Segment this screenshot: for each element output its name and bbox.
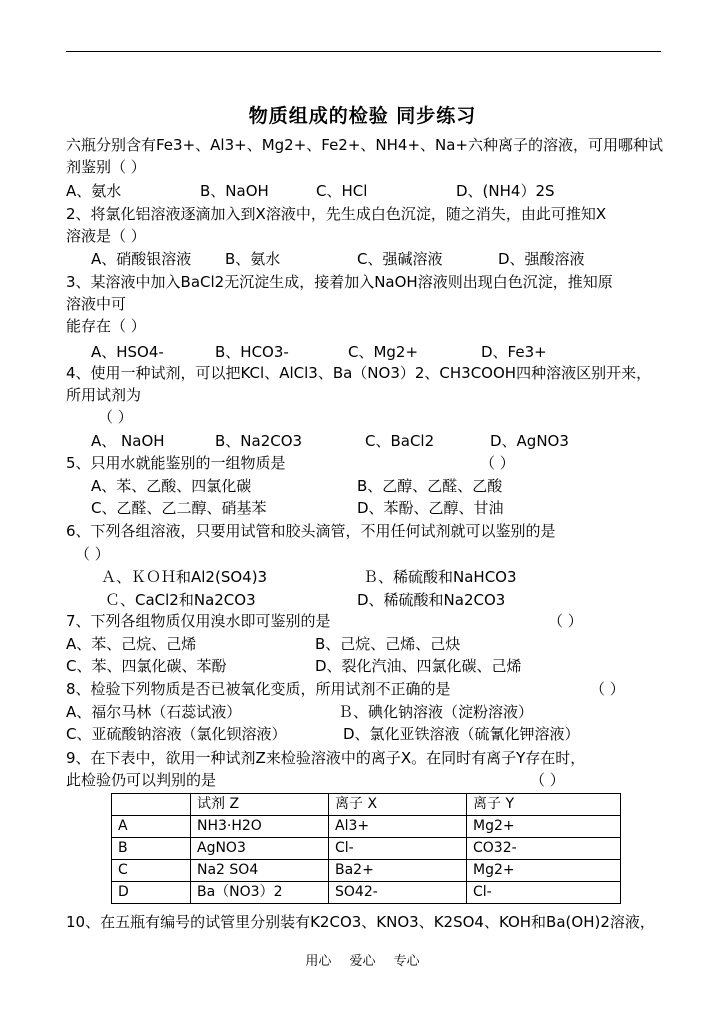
- q1-option-c: C、HCl: [316, 182, 368, 200]
- table-header-cell: [112, 794, 191, 816]
- q9-answer-paren: （ ）: [530, 771, 565, 789]
- q6-stem-line2: （ ）: [75, 545, 110, 563]
- q5-stem-line1: 5、只用水就能鉴别的一组物质是: [66, 454, 286, 472]
- table-row: [112, 816, 621, 838]
- q4-option-d: D、AgNO3: [490, 432, 569, 450]
- q1-stem-line1: 六瓶分别含有Fe3+、Al3+、Mg2+、Fe2+、NH4+、Na+六种离子的溶液，可用哪种试: [66, 136, 664, 154]
- q6-option-c: Ｃ、CaCl2和Na2CO3: [105, 591, 256, 609]
- q5-option-a: A、苯、乙酸、四氯化碳: [91, 477, 252, 495]
- table-cell: NH3·H2O: [191, 816, 329, 838]
- q8-stem-line1: 8、检验下列物质是否已被氧化变质，所用试剂不正确的是: [66, 680, 451, 698]
- q3-stem-line2: 溶液中可: [66, 295, 127, 313]
- header-rule: [66, 51, 661, 52]
- q4-option-a: A、 NaOH: [91, 432, 165, 450]
- q7-option-b: B、己烷、己烯、己炔: [315, 635, 461, 653]
- page-title: 物质组成的检验 同步练习: [248, 105, 477, 127]
- q4-option-c: C、BaCl2: [365, 432, 435, 450]
- q6-option-d: D、稀硫酸和Na2CO3: [357, 591, 506, 609]
- q8-option-d: D、氯化亚铁溶液（硫氰化钾溶液）: [343, 725, 580, 743]
- table-cell: D: [112, 882, 191, 904]
- q3-option-d: D、Fe3+: [481, 343, 547, 361]
- table-cell: Ba2+: [329, 860, 467, 882]
- q4-option-b: B、Na2CO3: [215, 432, 303, 450]
- table-cell: Al3+: [329, 816, 467, 838]
- q8-option-a: A、福尔马林（石蕊试液）: [66, 703, 242, 721]
- q1-option-a: A、氨水: [66, 182, 122, 200]
- table-cell: A: [112, 816, 191, 838]
- table-cell: Na2 SO4: [191, 860, 329, 882]
- q9-stem-line2: 此检验仍可以判别的是: [66, 771, 217, 789]
- q8-option-b: Ｂ、碘化钠溶液（淀粉溶液）: [338, 703, 534, 721]
- q9-stem-line1: 9、在下表中，欲用一种试剂Z来检验溶液中的离子X。在同时有离子Y存在时，: [66, 749, 586, 767]
- q3-stem-line1: 3、某溶液中加入BaCl2无沉淀生成，接着加入NaOH溶液则出现白色沉淀，推知原: [66, 273, 613, 291]
- table-header-cell: 离子 Y: [467, 794, 621, 816]
- q8-answer-paren: （ ）: [590, 680, 625, 698]
- table-cell: SO42-: [329, 882, 467, 904]
- table-cell: Mg2+: [467, 816, 621, 838]
- q7-option-c: C、苯、四氯化碳、苯酚: [66, 657, 227, 675]
- q7-stem-line1: 7、下列各组物质仅用溴水即可鉴别的是: [66, 612, 331, 630]
- q3-option-a: A、HSO4-: [91, 343, 164, 361]
- q3-option-b: B、HCO3-: [215, 343, 289, 361]
- table-header-cell: 离子 X: [329, 794, 467, 816]
- q7-option-d: D、裂化汽油、四氯化碳、己烯: [315, 657, 522, 675]
- q7-answer-paren: （ ）: [548, 612, 583, 630]
- q1-option-b: B、NaOH: [200, 182, 269, 200]
- q2-option-d: D、强酸溶液: [498, 250, 585, 268]
- table-row: [112, 860, 621, 882]
- q5-option-c: C、乙醛、乙二醇、硝基苯: [91, 499, 267, 517]
- table-cell: B: [112, 838, 191, 860]
- q2-option-b: B、氨水: [225, 250, 281, 268]
- q5-answer-paren: （ ）: [480, 454, 515, 472]
- table-cell: Ba（NO3）2: [191, 882, 329, 904]
- table-cell: CO32-: [467, 838, 621, 860]
- q2-stem-line2: 溶液是（ ）: [66, 227, 146, 245]
- q8-option-c: C、亚硫酸钠溶液（氯化钡溶液）: [66, 725, 287, 743]
- q6-option-a: Ａ、ＫＯＨ和Al2(SO4)3: [101, 568, 268, 586]
- table-cell: Cl-: [329, 838, 467, 860]
- page-footer: 用心 爱心 专心: [305, 954, 420, 969]
- table-header-row: [112, 794, 621, 816]
- q1-stem-line2: 剂鉴别（ ）: [66, 158, 146, 176]
- table-cell: Cl-: [467, 882, 621, 904]
- q6-option-b: Ｂ、稀硫酸和NaHCO3: [363, 568, 517, 586]
- q1-option-d: D、(NH4）2S: [456, 182, 555, 200]
- q2-option-c: C、强碱溶液: [357, 250, 443, 268]
- q5-option-d: D、苯酚、乙醇、甘油: [357, 499, 504, 517]
- q3-stem-line3: 能存在（ ）: [66, 317, 146, 335]
- q7-option-a: A、苯、己烷、己烯: [66, 635, 197, 653]
- table-cell: C: [112, 860, 191, 882]
- table-header-cell: 试剂 Z: [191, 794, 329, 816]
- q2-stem-line1: 2、将氯化铝溶液逐滴加入到X溶液中，先生成白色沉淀，随之消失，由此可推知X: [66, 205, 607, 223]
- q3-option-c: C、Mg2+: [348, 343, 419, 361]
- q2-option-a: A、硝酸银溶液: [91, 250, 192, 268]
- table-row: [112, 838, 621, 860]
- q4-stem-line1: 4、使用一种试剂，可以把KCl、AlCl3、Ba（NO3）2、CH3COOH四种溶液区别开来，: [66, 364, 652, 382]
- q6-stem-line1: 6、下列各组溶液，只要用试管和胶头滴管，不用任何试剂就可以鉴别的是: [66, 522, 556, 540]
- table-cell: AgNO3: [191, 838, 329, 860]
- table-row: [112, 882, 621, 904]
- q5-option-b: B、乙醇、乙醛、乙酸: [357, 477, 503, 495]
- table-cell: Mg2+: [467, 860, 621, 882]
- q10-stem-line1: 10、在五瓶有编号的试管里分别装有K2CO3、KNO3、K2SO4、KOH和Ba(OH)2溶液，: [66, 913, 655, 931]
- q4-stem-line2: 所用试剂为: [66, 386, 142, 404]
- q9-table: [111, 793, 621, 904]
- q4-stem-line3: （ ）: [98, 408, 133, 426]
